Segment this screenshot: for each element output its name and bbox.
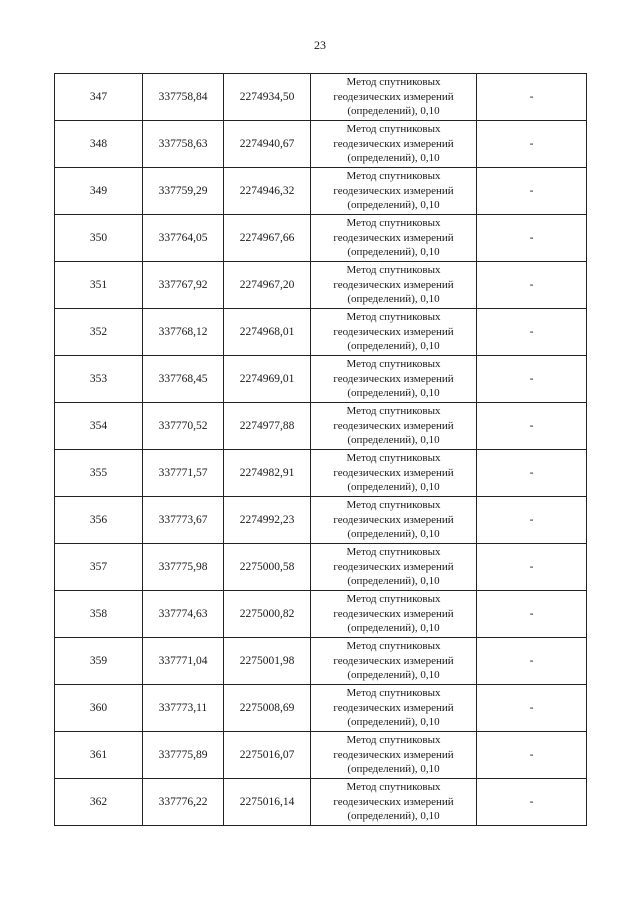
table-row	[55, 544, 587, 591]
point-id-cell: 352	[55, 309, 143, 356]
point-id-cell: 349	[55, 168, 143, 215]
y-coordinate-cell: 2274946,32	[224, 168, 311, 215]
method-cell	[311, 779, 477, 826]
method-cell	[311, 215, 477, 262]
point-id-cell: 358	[55, 591, 143, 638]
x-coordinate-cell: 337771,57	[143, 450, 224, 497]
table-row	[55, 215, 587, 262]
method-line-1: Метод спутниковых	[346, 217, 441, 230]
method-line-2: геодезических измерений	[333, 654, 454, 667]
description-cell: -	[477, 403, 587, 450]
y-coordinate-cell: 2274968,01	[224, 309, 311, 356]
method-line-2: геодезических измерений	[333, 137, 454, 150]
method-line-2: геодезических измерений	[333, 278, 454, 291]
table-row	[55, 403, 587, 450]
method-line-2: геодезических измерений	[333, 419, 454, 432]
method-line-3: (определений), 0,10	[347, 434, 440, 447]
description-cell: -	[477, 591, 587, 638]
table-row	[55, 74, 587, 121]
x-coordinate-cell: 337775,98	[143, 544, 224, 591]
y-coordinate-cell: 2275016,07	[224, 732, 311, 779]
method-line-2: геодезических измерений	[333, 372, 454, 385]
x-coordinate-cell: 337770,52	[143, 403, 224, 450]
point-id-cell: 351	[55, 262, 143, 309]
table-row	[55, 121, 587, 168]
method-line-2: геодезических измерений	[333, 325, 454, 338]
y-coordinate-cell: 2274977,88	[224, 403, 311, 450]
method-line-3: (определений), 0,10	[347, 763, 440, 776]
y-coordinate-cell: 2274934,50	[224, 74, 311, 121]
method-line-1: Метод спутниковых	[346, 593, 441, 606]
method-line-3: (определений), 0,10	[347, 199, 440, 212]
method-cell	[311, 356, 477, 403]
point-id-cell: 360	[55, 685, 143, 732]
y-coordinate-cell: 2274992,23	[224, 497, 311, 544]
y-coordinate-cell: 2274982,91	[224, 450, 311, 497]
point-id-cell: 348	[55, 121, 143, 168]
y-coordinate-cell: 2274967,66	[224, 215, 311, 262]
x-coordinate-cell: 337768,45	[143, 356, 224, 403]
x-coordinate-cell: 337773,11	[143, 685, 224, 732]
method-line-1: Метод спутниковых	[346, 264, 441, 277]
table-row	[55, 356, 587, 403]
description-cell: -	[477, 262, 587, 309]
method-line-1: Метод спутниковых	[346, 499, 441, 512]
table-row	[55, 450, 587, 497]
method-line-3: (определений), 0,10	[347, 246, 440, 259]
point-id-cell: 353	[55, 356, 143, 403]
table-row	[55, 262, 587, 309]
description-cell: -	[477, 74, 587, 121]
method-cell	[311, 309, 477, 356]
method-cell	[311, 544, 477, 591]
method-line-3: (определений), 0,10	[347, 716, 440, 729]
method-cell	[311, 168, 477, 215]
table-row	[55, 168, 587, 215]
point-id-cell: 355	[55, 450, 143, 497]
method-line-1: Метод спутниковых	[346, 358, 441, 371]
method-line-1: Метод спутниковых	[346, 734, 441, 747]
y-coordinate-cell: 2275016,14	[224, 779, 311, 826]
method-cell	[311, 121, 477, 168]
y-coordinate-cell: 2275008,69	[224, 685, 311, 732]
method-line-3: (определений), 0,10	[347, 810, 440, 823]
description-cell: -	[477, 215, 587, 262]
method-line-1: Метод спутниковых	[346, 123, 441, 136]
method-line-2: геодезических измерений	[333, 184, 454, 197]
y-coordinate-cell: 2274940,67	[224, 121, 311, 168]
x-coordinate-cell: 337771,04	[143, 638, 224, 685]
point-id-cell: 354	[55, 403, 143, 450]
method-line-2: геодезических измерений	[333, 795, 454, 808]
x-coordinate-cell: 337776,22	[143, 779, 224, 826]
y-coordinate-cell: 2275000,82	[224, 591, 311, 638]
x-coordinate-cell: 337759,29	[143, 168, 224, 215]
method-line-2: геодезических измерений	[333, 748, 454, 761]
x-coordinate-cell: 337758,84	[143, 74, 224, 121]
table-row	[55, 497, 587, 544]
method-line-3: (определений), 0,10	[347, 669, 440, 682]
table-body	[55, 74, 587, 826]
description-cell: -	[477, 309, 587, 356]
method-line-2: геодезических измерений	[333, 466, 454, 479]
method-line-3: (определений), 0,10	[347, 105, 440, 118]
point-id-cell: 361	[55, 732, 143, 779]
point-id-cell: 350	[55, 215, 143, 262]
method-line-3: (определений), 0,10	[347, 293, 440, 306]
description-cell: -	[477, 732, 587, 779]
description-cell: -	[477, 544, 587, 591]
point-id-cell: 356	[55, 497, 143, 544]
method-line-3: (определений), 0,10	[347, 152, 440, 165]
description-cell: -	[477, 779, 587, 826]
method-line-1: Метод спутниковых	[346, 405, 441, 418]
x-coordinate-cell: 337768,12	[143, 309, 224, 356]
method-line-3: (определений), 0,10	[347, 575, 440, 588]
method-line-3: (определений), 0,10	[347, 387, 440, 400]
point-id-cell: 347	[55, 74, 143, 121]
table-row	[55, 779, 587, 826]
point-id-cell: 357	[55, 544, 143, 591]
method-line-2: геодезических измерений	[333, 231, 454, 244]
method-line-3: (определений), 0,10	[347, 340, 440, 353]
table-row	[55, 732, 587, 779]
point-id-cell: 362	[55, 779, 143, 826]
method-cell	[311, 638, 477, 685]
method-line-2: геодезических измерений	[333, 560, 454, 573]
y-coordinate-cell: 2275001,98	[224, 638, 311, 685]
x-coordinate-cell: 337764,05	[143, 215, 224, 262]
table-row	[55, 638, 587, 685]
method-cell	[311, 497, 477, 544]
method-cell	[311, 450, 477, 497]
method-cell	[311, 262, 477, 309]
method-cell	[311, 403, 477, 450]
method-line-2: геодезических измерений	[333, 701, 454, 714]
x-coordinate-cell: 337767,92	[143, 262, 224, 309]
x-coordinate-cell: 337773,67	[143, 497, 224, 544]
method-line-3: (определений), 0,10	[347, 622, 440, 635]
method-line-2: геодезических измерений	[333, 607, 454, 620]
method-line-1: Метод спутниковых	[346, 170, 441, 183]
method-line-1: Метод спутниковых	[346, 311, 441, 324]
table-row	[55, 591, 587, 638]
method-line-3: (определений), 0,10	[347, 528, 440, 541]
method-line-1: Метод спутниковых	[346, 781, 441, 794]
method-cell	[311, 732, 477, 779]
method-line-1: Метод спутниковых	[346, 452, 441, 465]
y-coordinate-cell: 2274969,01	[224, 356, 311, 403]
method-cell	[311, 74, 477, 121]
x-coordinate-cell: 337774,63	[143, 591, 224, 638]
method-line-1: Метод спутниковых	[346, 640, 441, 653]
table-row	[55, 685, 587, 732]
method-line-1: Метод спутниковых	[346, 76, 441, 89]
method-cell	[311, 685, 477, 732]
method-line-1: Метод спутниковых	[346, 546, 441, 559]
description-cell: -	[477, 638, 587, 685]
table-row	[55, 309, 587, 356]
method-cell	[311, 591, 477, 638]
description-cell: -	[477, 450, 587, 497]
y-coordinate-cell: 2274967,20	[224, 262, 311, 309]
x-coordinate-cell: 337758,63	[143, 121, 224, 168]
method-line-2: геодезических измерений	[333, 90, 454, 103]
method-line-1: Метод спутниковых	[346, 687, 441, 700]
method-line-2: геодезических измерений	[333, 513, 454, 526]
description-cell: -	[477, 121, 587, 168]
description-cell: -	[477, 685, 587, 732]
method-line-3: (определений), 0,10	[347, 481, 440, 494]
description-cell: -	[477, 356, 587, 403]
coordinates-table	[54, 73, 587, 826]
y-coordinate-cell: 2275000,58	[224, 544, 311, 591]
description-cell: -	[477, 168, 587, 215]
page-number: 23	[314, 38, 326, 52]
point-id-cell: 359	[55, 638, 143, 685]
description-cell: -	[477, 497, 587, 544]
x-coordinate-cell: 337775,89	[143, 732, 224, 779]
